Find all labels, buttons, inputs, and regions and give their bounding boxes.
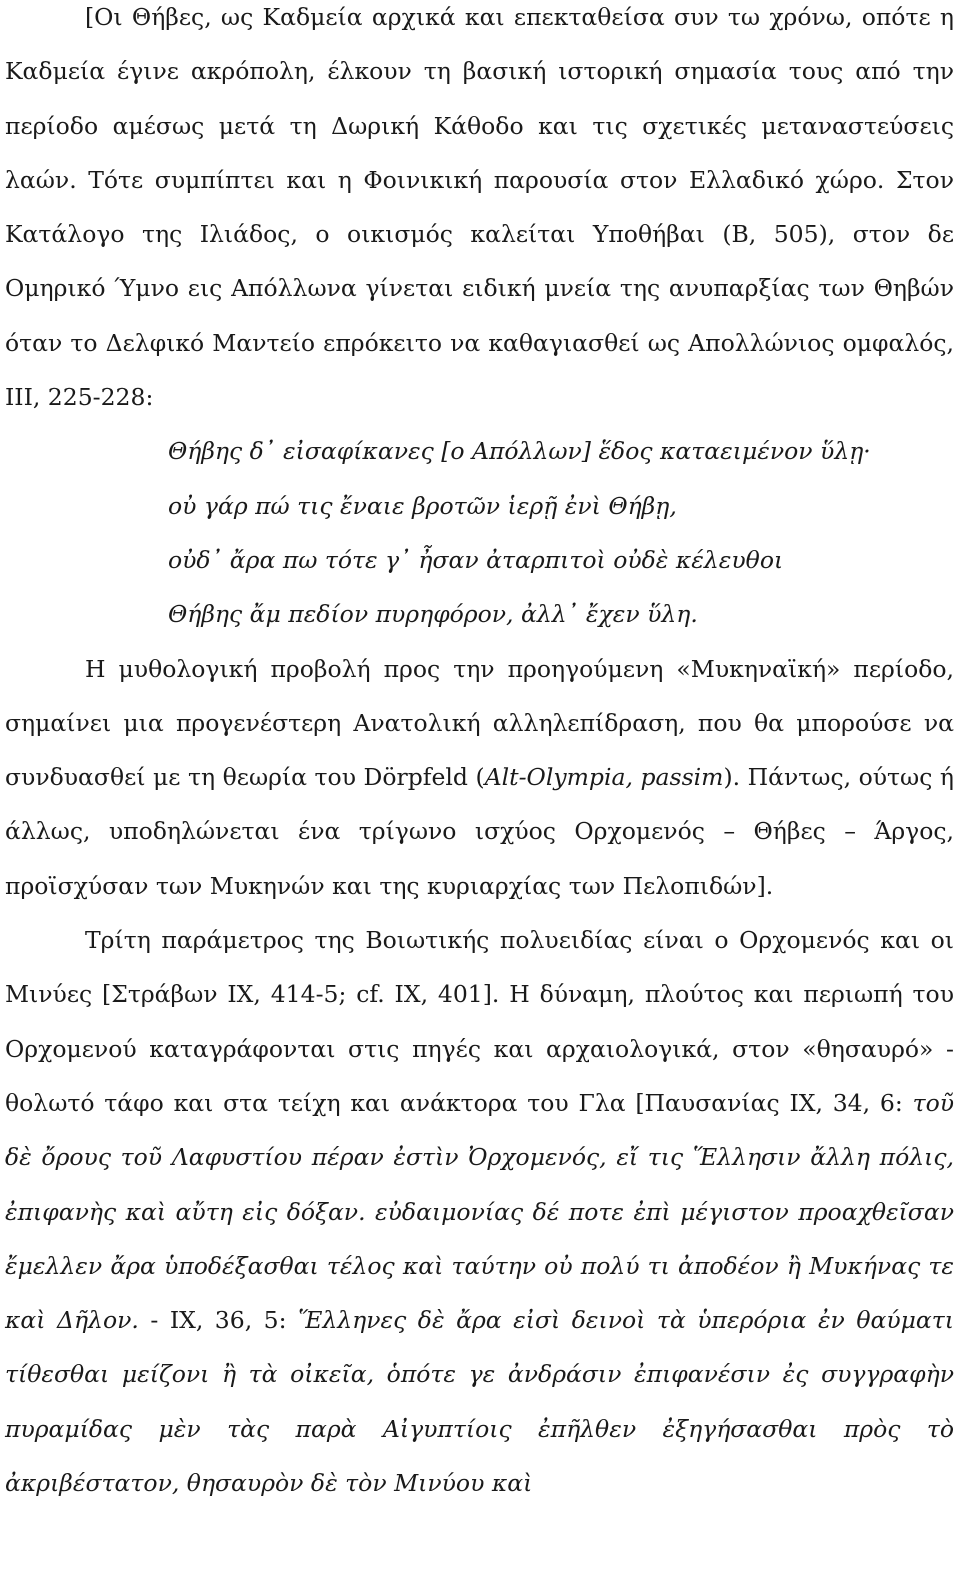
quote-line-1: Θήβης δ᾽ εἰσαφίκανες [ο Απόλλων] ἕδος καταειμένον ὕλῃ· xyxy=(168,437,871,466)
paragraph3-text-1: Τρίτη παράμετρος της Βοιωτικής πολυειδίας είναι ο Ορχομενός και οι Μινύες [Στράβων IX, 414-5; cf. IX, 401]. Η δύναμη, πλούτος και περιωπή του Ορχομενού καταγράφονται στις πηγές και αρχαιολογικά, στον «θησαυρό» - θολωτό τάφο και στα τείχη και ανάκτορα του Γλα [Παυσανίας IX, 34, 6: xyxy=(5,926,954,1117)
quote-line-4: Θήβης ἄμ πεδίον πυρηφόρον, ἀλλ᾽ ἔχεν ὕλη. xyxy=(168,600,698,629)
pausanias-quote-2: Ἕλληνες δὲ ἄρα εἰσὶ δεινοὶ τὰ ὑπερόρια ἐν θαύματι τίθεσθαι μείζονι ἢ τὰ οἰκεῖα, ὁπότε γε ἀνδράσιν ἐπιφανέσιν ἐς συγγραφὴν πυραμίδας μὲν τὰς παρὰ Αἰγυπτίοις ἐπῆλθεν ἐξηγήσασθαι πρὸς τὸ ἀκριβέστατον, θησαυρὸν δὲ τὸν Μινύου καὶ xyxy=(5,1306,955,1498)
paragraph-thebes-history: [Οι Θήβες, ως Καδμεία αρχικά και επεκταθείσα συν τω χρόνω, οπότε η Καδμεία έγινε ακρόπολη, έλκουν τη βασική ιστορική σημασία τους από την περίοδο αμέσως μετά τη Δωρική Κάθοδο και τις σχετικές μεταναστεύσεις λαών. Τότε συμπίπτει και η Φοινικική παρουσία στον Ελλαδικό χώρο. Στον Κατάλογο της Ιλιάδος, ο οικισμός καλείται Υποθήβαι (Β, 505), στον δε Ομηρικό Ύμνο εις Απόλλωνα γίνεται ειδική μνεία της ανυπαρξίας των Θηβών όταν το Δελφικό Μαντείο επρόκειτο να καθαγιασθεί ως Απολλώνιος ομφαλός, ΙΙΙ, 225-228: xyxy=(5,3,954,412)
pausanias-quote-1: τοῦ δὲ ὄρους τοῦ Λαφυστίου πέραν ἐστὶν Ὀρχομενός, εἴ τις Ἕλλησιν ἄλλη πόλις, ἐπιφανὴς καὶ αὔτη εἰς δόξαν. εὐδαιμονίας δέ ποτε ἐπὶ μέγιστον προαχθεῖσαν ἔμελλεν ἄρα ὑποδέξασθαι τέλος καὶ ταύτην οὐ πολύ τι ἀποδέον ἢ Μυκήνας τε καὶ Δῆλον. xyxy=(5,1088,954,1335)
quote-line-2: οὐ γάρ πώ τις ἔναιε βροτῶν ἱερῇ ἐνὶ Θήβῃ, xyxy=(168,491,677,520)
paragraph2-text-before: Η μυθολογική προβολή προς την προηγούμενη «Μυκηναϊκή» περίοδο, σημαίνει μια προγενέστερη Ανατολική αλληλεπίδραση, που θα μπορούσε να συνδυασθεί με τη θεωρία του Dörpfeld ( xyxy=(5,654,954,792)
paragraph-orchomenos xyxy=(5,913,954,1510)
dorpfeld-citation: Alt-Olympia, passim xyxy=(484,763,724,792)
quote-line-3: οὐδ᾽ ἄρα πω τότε γ᾽ ἦσαν ἀταρπιτοὶ οὐδὲ κέλευθοι xyxy=(168,545,784,574)
paragraph-mythological-projection xyxy=(5,642,954,913)
paragraph2-text-after: ). Πάντως, ούτως ή άλλως, υποδηλώνεται ένα τρίγωνο ισχύος Ορχομενός – Θήβες – Άργος, προϊσχύσαν των Μυκηνών και της κυριαρχίας των Πελοπιδών]. xyxy=(5,763,954,900)
homeric-hymn-quote xyxy=(168,424,954,641)
paragraph3-text-2: - IX, 36, 5: xyxy=(138,1306,299,1335)
